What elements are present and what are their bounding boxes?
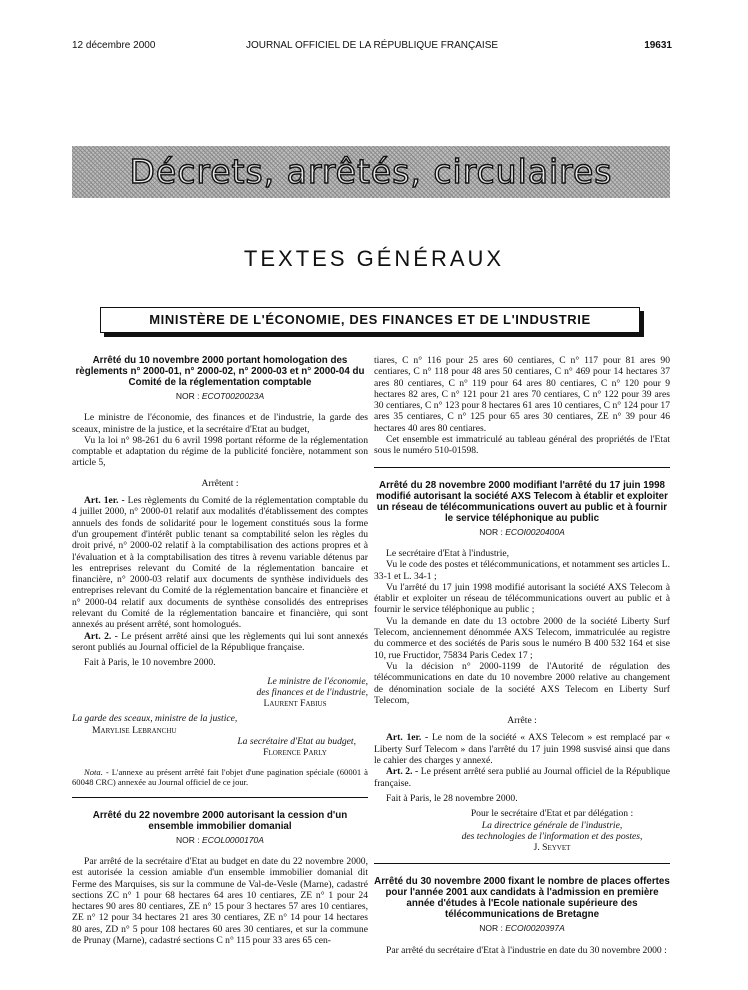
signature-title: Pour le secrétaire d'Etat et par délégation :	[470, 808, 634, 820]
left-column	[72, 355, 368, 946]
nor-reference: NOR : ECOL0000170A	[176, 834, 264, 845]
done-at: Fait à Paris, le 10 novembre 2000.	[84, 657, 216, 669]
page-number: 19631	[644, 40, 672, 51]
right-column	[374, 355, 670, 956]
section-title: TEXTES GÉNÉRAUX	[243, 246, 505, 271]
article-paragraph: Art. 2. - Le présent arrêté ainsi que les règlements qui lui sont annexés seront publiés au Journal officiel de la République française.	[72, 630, 368, 653]
signature-name: Florence Parly	[263, 747, 327, 759]
arretent-heading: Arrêtent :	[201, 477, 239, 489]
paragraph: Vu la loi n° 98-261 du 6 avril 1998 portant réforme de la réglementation comptable et adaptation du régime de la publicité foncière, notamment son article 5,	[72, 434, 368, 469]
paragraph: tiares, C n° 116 pour 25 ares 60 centiares, C n° 117 pour 81 ares 90 centiares, C n° 118 pour 48 ares 50 centiares, C n° 469 pour 14 hectares 37 ares 80 centiares, C n° 119 pour 64 ares 80 centiares, C n° 120 pour 9 hectares 82 ares, C n° 121 pour 21 ares 70 centiares, C n° 122 pour 39 ares 30 centiares, C n° 123 pour 8 hectares 61 ares 10 centiares, C n° 124 pour 17 ares 35 centiares, C n° 125 pour 65 ares 30 centiares, ZE n° 39 pour 46 hectares 40 ares 80 centiares.	[374, 355, 670, 434]
signature-name: Laurent Fabius	[263, 698, 327, 710]
paragraph: Par arrêté du secrétaire d'Etat à l'industrie en date du 30 novembre 2000 :	[386, 944, 667, 956]
signature-title: La directrice générale de l'industrie,	[481, 819, 623, 831]
article-separator	[72, 797, 368, 798]
article-title: Arrêté du 22 novembre 2000 autorisant la cession d'un ensemble immobilier domanial	[92, 809, 348, 832]
signature-name: J. Seyvet	[533, 842, 571, 854]
arrete-heading: Arrête :	[507, 715, 537, 727]
paragraph: Le secrétaire d'Etat à l'industrie,	[386, 547, 510, 559]
paragraph: Le ministre de l'économie, des finances et de l'industrie, la garde des sceaux, ministre de la justice, et la secrétaire d'Etat au budget,	[72, 412, 368, 435]
signature-title: Le ministre de l'économie,	[267, 675, 368, 687]
paragraph: Par arrêté de la secrétaire d'Etat au budget en date du 22 novembre 2000, est autorisée la cession amiable d'un ensemble immobilier domanial dit Ferme des Marquises, sis sur la commune de Val-de-Vesle (Marne), cadastré sections ZC n° 1 pour 68 hectares 64 ares 10 centiares, ZE n° 1 pour 24 hectares 90 ares 80 centiares, ZE n° 15 pour 3 hectares 57 ares 10 centiares, ZE n° 12 pour 34 hectares 21 ares 30 centiares, ZE n° 14 pour 14 hectares 80 ares, ZD n° 5 pour 108 hectares 60 ares 30 centiares, et sur la commune de Prunay (Marne), cadastré sections C n° 115 pour 33 ares 65 cen-	[72, 855, 368, 946]
signature-name: Marylise Lebranchu	[92, 724, 177, 736]
article-separator	[374, 467, 670, 468]
paragraph: Cet ensemble est immatriculé au tableau général des propriétés de l'Etat sous le numéro 510-01598.	[374, 434, 670, 457]
article-separator	[374, 863, 670, 864]
signature-title: La garde des sceaux, ministre de la justice,	[72, 713, 238, 725]
section-banner	[72, 146, 670, 198]
page-header	[72, 38, 672, 54]
signature-title: des finances et de l'industrie,	[256, 686, 368, 698]
ministry-box: MINISTÈRE DE L'ÉCONOMIE, DES FINANCES ET DE L'INDUSTRIE	[100, 307, 640, 333]
banner-title: Décrets, arrêtés, circulaires	[129, 152, 613, 191]
nor-reference: NOR : ECOI0020397A	[479, 923, 565, 934]
journal-title: JOURNAL OFFICIEL DE LA RÉPUBLIQUE FRANÇAISE	[245, 40, 499, 51]
article-paragraph: Art. 2. - Le présent arrêté sera publié au Journal officiel de la République française.	[374, 766, 671, 789]
paragraph: Vu la demande en date du 13 octobre 2000 de la société Liberty Surf Telecom, anciennement dénommée AXS Telecom, immatriculée au registre du commerce et des sociétés de Paris sous le numéro B 400 532 164 et sise 10, rue Fructidor, 75834 Paris Cedex 17 ;	[374, 615, 670, 661]
signature-title: La secrétaire d'Etat au budget,	[237, 736, 356, 748]
paragraph: Vu la décision n° 2000-1199 de l'Autorité de régulation des télécommunications en date du 10 novembre 2000 relative au changement de dénomination sociale de la société AXS Telecom en Liberty Surf Telecom,	[374, 660, 670, 706]
article-title: Arrêté du 30 novembre 2000 fixant le nombre de places offertes pour l'année 2001 aux candidats à l'admission en première année d'études à l'Ecole nationale supérieure des télécommunications de Bretagne	[374, 876, 670, 921]
article-paragraph: Art. 1er. - Le nom de la société « AXS Telecom » est remplacé par « Liberty Surf Telecom » dans l'arrêté du 17 juin 1998 susvisé ainsi que dans le cahier des charges y annexé.	[374, 732, 670, 767]
nota: Nota. - L'annexe au présent arrêté fait l'objet d'une pagination spéciale (60001 à 60048 CRC) annexée au Journal officiel de ce jour.	[72, 766, 368, 787]
article-title: Arrêté du 10 novembre 2000 portant homologation des règlements n° 2000-01, n° 2000-02, n° 2000-03 et n° 2000-04 du Comité de la réglementation comptable	[75, 355, 365, 388]
article-title: Arrêté du 28 novembre 2000 modifiant l'arrêté du 17 juin 1998 modifié autorisant la société AXS Telecom à établir et exploiter un réseau de télécommunications ouvert au public et à fournir le service téléphonique au public	[376, 479, 668, 524]
nor-reference: NOR : ECOT0020023A	[175, 391, 265, 401]
issue-date: 12 décembre 2000	[72, 40, 156, 51]
done-at: Fait à Paris, le 28 novembre 2000.	[386, 792, 518, 804]
signature-title: des technologies de l'information et des postes,	[461, 830, 643, 842]
article-paragraph: Art. 1er. - Les règlements du Comité de la réglementation comptable du 4 juillet 2000, n° 2000-01 relatif aux modalités d'établissement des comptes annuels des fonds de solidarité pour le logement constitués sous la forme d'un groupement d'intérêt public tenant sa comptabilité selon les règles du droit privé, n° 2000-02 relatif à la comptabilisation des actions propres et à l'évaluation et à la comptabilisation des titres à revenu variable détenus par les entreprises relevant du Comité de la réglementation bancaire et financière, n° 2000-03 relatif aux documents de synthèse individuels des entreprises relevant du Comité de la réglementation bancaire et financière et n° 2000-04 relatif aux documents de synthèse consolidés des entreprises relevant du Comité de la réglementation bancaire et financière, qui sont annexés au présent arrêté, sont homologués.	[72, 495, 368, 631]
paragraph: Vu l'arrêté du 17 juin 1998 modifié autorisant la société AXS Telecom à établir et exploiter un réseau de télécommunications ouvert au public et à fournir le service téléphonique au public ;	[374, 581, 670, 616]
paragraph: Vu le code des postes et télécommunications, et notamment ses articles L. 33-1 et L. 34-1 ;	[374, 559, 670, 582]
nor-reference: NOR : ECOI0020400A	[479, 526, 565, 537]
